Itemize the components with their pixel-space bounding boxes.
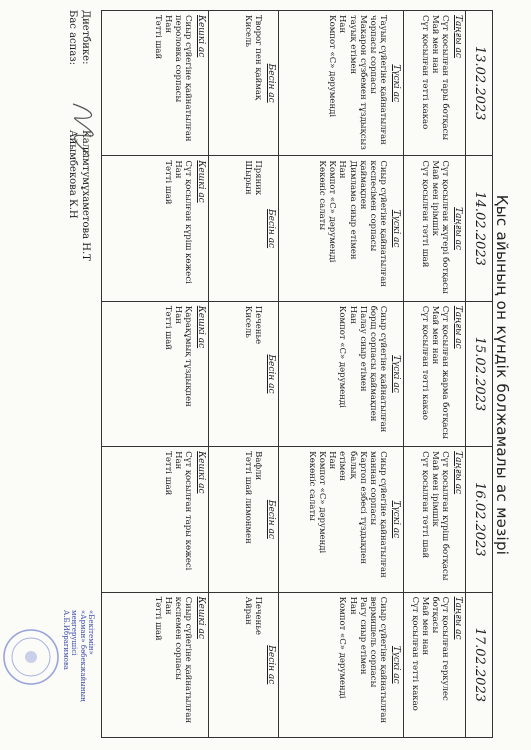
date-header: 17.02.2023	[466, 592, 493, 737]
lunch-cell	[279, 301, 404, 446]
dish-list: Печенье Айран	[243, 596, 264, 635]
meal-label: Кешкі ас	[196, 451, 206, 494]
meal-label: Таңғы ас	[453, 207, 463, 251]
date-header: 16.02.2023	[466, 447, 493, 592]
meal-label: Бесін ас	[266, 63, 276, 103]
chef-label: Бас аспаз:	[67, 10, 79, 66]
dish-list: Қарақұмық тұздықпен Нан Тәтті шай	[162, 305, 194, 407]
dish-list: Сүт қосылған геркулес ботқасы Май мен нан Сүт қосылған тәтті какао	[409, 596, 451, 711]
lunch-cell	[279, 447, 404, 592]
stamp-line: А.Б.Ибрагимова	[61, 610, 70, 670]
dietitian-name: Калымтумұхаметова Н.Т	[80, 130, 91, 261]
meal-label: Таңғы ас	[453, 451, 463, 495]
meal-label: Түскі ас	[391, 645, 401, 684]
dish-list: Печенье Кисель	[243, 305, 264, 345]
dish-list: Сиыр сүйегіне қайнатылған маннан сорпасы Картоп езбесі тұздықпен балық етімен Нан Компот «С» дәруменді Көкөніс салаты	[306, 451, 389, 578]
snack-cell	[209, 11, 279, 156]
snack-row	[209, 11, 279, 738]
meal-label: Түскі ас	[391, 355, 401, 393]
breakfast-cell	[404, 592, 466, 737]
dish-list: Творог пен қаймақ Кисель	[243, 15, 264, 101]
date-header-row	[466, 11, 493, 738]
handwritten-signature	[65, 100, 101, 160]
dish-list: Сиыр сүйегіне қайнатылған вермишель сорпасы Рагу сиыр етімен Нан Компот «С» дәруменді	[337, 596, 389, 724]
breakfast-cell	[404, 156, 466, 301]
meal-label: Кешкі ас	[196, 160, 206, 203]
lunch-cell	[279, 11, 404, 156]
weekly-menu-table	[101, 10, 493, 738]
meal-label: Түскі ас	[391, 64, 401, 103]
breakfast-cell	[404, 11, 466, 156]
meal-label: Түскі ас	[391, 209, 401, 248]
lunch-cell	[279, 592, 404, 737]
meal-label: Бесін ас	[266, 499, 276, 539]
meal-label: Кешкі ас	[196, 305, 206, 349]
approval-stamp-text	[61, 610, 95, 730]
lunch-cell	[279, 156, 404, 301]
dish-list: Пряник Шырын	[243, 160, 264, 196]
meal-label: Таңғы ас	[453, 15, 463, 58]
meal-label: Кешкі ас	[196, 15, 206, 58]
breakfast-cell	[404, 301, 466, 446]
date-header: 15.02.2023	[466, 301, 493, 446]
meal-label: Бесін ас	[266, 354, 276, 394]
snack-cell	[209, 592, 279, 737]
stamp-line: меңгерушісі	[70, 610, 79, 656]
snack-cell	[209, 447, 279, 592]
dish-list: Сүт қосылған күріш көжесі Нан Тәтті шай	[162, 160, 194, 284]
round-seal-icon	[1, 612, 61, 702]
dish-list: Сүт қосылған күріш ботқасы Май мен ірімшік Сүт қосылған тәтті шай	[419, 451, 451, 581]
dish-list: Сиыр сүйегіне қайнатылған кеспесімен сорпасы қаймақпен Димлама сиыр етімен Нан Компот «С» дәруменді Көкөніс салаты	[317, 160, 389, 287]
meal-label: Кешкі ас	[196, 596, 206, 639]
dinner-cell	[102, 592, 209, 737]
dinner-row	[102, 11, 209, 738]
dinner-cell	[102, 156, 209, 301]
snack-cell	[209, 156, 279, 301]
dish-list: Сиыр сүйегіне қайнатылған борщ сорпасы қаймақпен Палау сиыр етімен Нан Компот «С» дәруменді	[337, 305, 389, 433]
dish-list: Сиыр сүйегіне қайнатылған кеспемен сорпасы Нан Тәтті шай	[152, 596, 194, 724]
meal-label: Таңғы ас	[453, 596, 463, 640]
snack-cell	[209, 301, 279, 446]
dish-list: Вафли Тәтті шай лимонмен	[243, 451, 264, 544]
meal-label: Түскі ас	[391, 500, 401, 539]
meal-label: Бесін ас	[266, 645, 276, 685]
stamp-line: «Бекітемін»	[87, 610, 95, 655]
breakfast-row	[404, 11, 466, 738]
date-header: 13.02.2023	[466, 11, 493, 156]
dinner-cell	[102, 11, 209, 156]
dish-list: Сүт қосылған тары көжесі Нан Тәтті шай	[162, 451, 194, 571]
dish-list: Тауық сүйегіне қайнатылған чорпасы сорпасы Макарон сүзбемен тұздықсыз тауық етімен Нан Компот «С» дәруменді	[327, 15, 389, 150]
menu-title: Қыс айының он күндік болжамалы ас мәзірі	[493, 194, 511, 556]
dish-list: Сиыр сүйегіне қайнатылған пероловка сорпасы Нан Тәтті шай	[152, 15, 194, 142]
dinner-cell	[102, 447, 209, 592]
dinner-cell	[102, 301, 209, 446]
lunch-row	[279, 11, 404, 738]
stamp-line: «Арман» бөбекжайының	[78, 610, 87, 702]
dish-list: Сүт қосылған жарма ботқасы Май мен нан Сүт қосылған тәтті какао	[419, 305, 451, 439]
dish-list: Сүт қосылған жүгері ботқасы Май мен ірімшік Сүт қосылған тәтті шай	[419, 160, 451, 294]
date-header: 14.02.2023	[466, 156, 493, 301]
breakfast-cell	[404, 447, 466, 592]
meal-label: Бесін ас	[266, 209, 276, 249]
dietitian-label: Диетбике:	[80, 10, 91, 65]
chef-name: Айымбекова К.Н	[67, 130, 79, 219]
dish-list: Сүт қосылған тары ботқасы Май мен нан Сүт қосылған тәтті какао	[419, 15, 451, 141]
meal-label: Таңғы ас	[453, 305, 463, 349]
